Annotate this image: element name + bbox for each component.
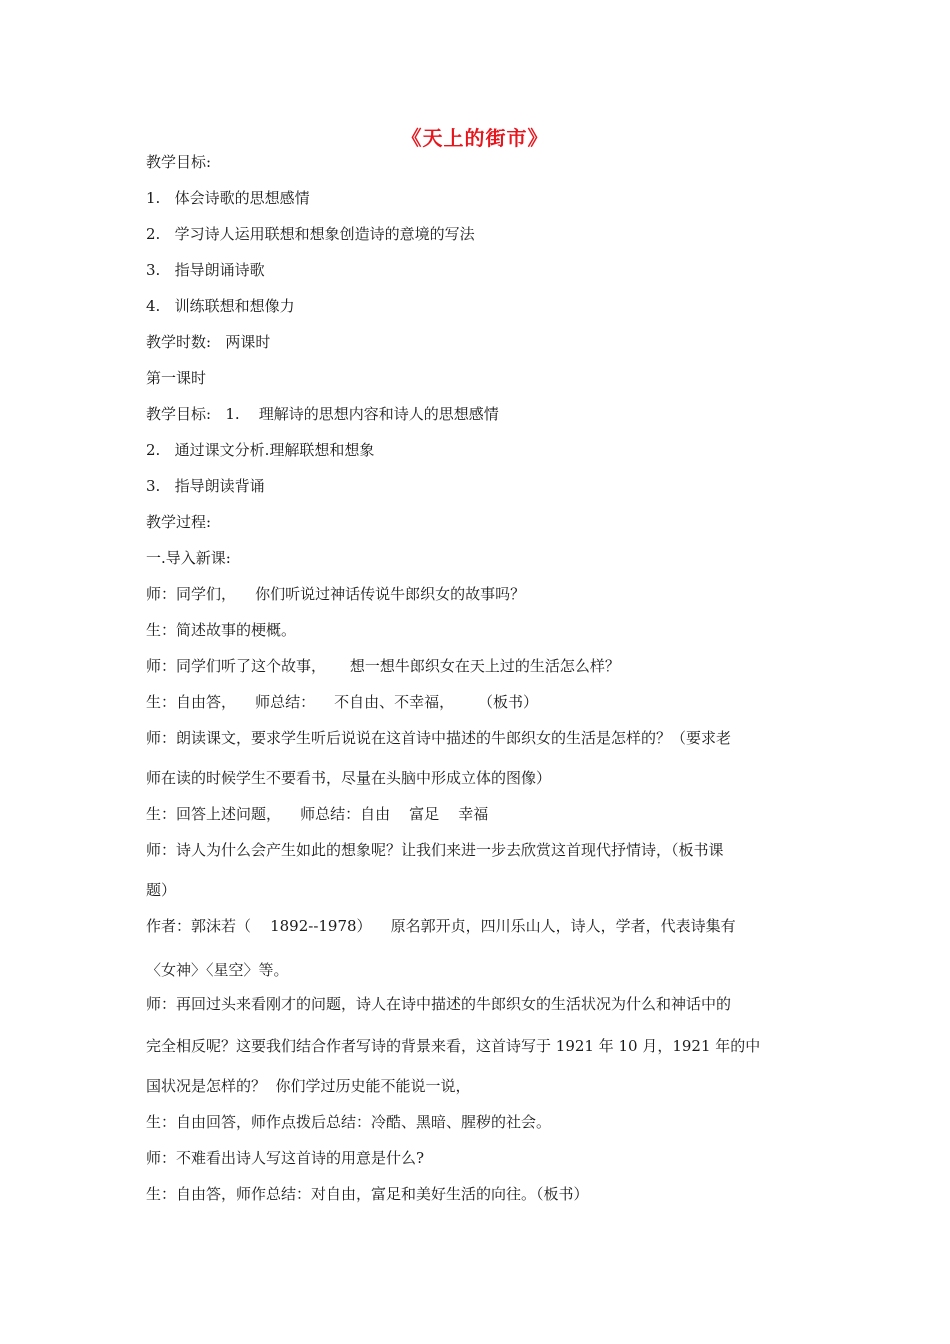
text-line: 师：不难看出诗人写这首诗的用意是什么? xyxy=(146,1149,425,1167)
text-line: 完全相反呢？这要我们结合作者写诗的背景来看，这首诗写于 1921 年 10 月，1921 年的中 xyxy=(146,1037,761,1055)
document-title: 《天上的街市》 xyxy=(401,126,549,150)
text-line: 一.导入新课: xyxy=(146,549,231,567)
text-line: 1. 体会诗歌的思想感情 xyxy=(146,189,310,207)
text-line: 第一课时 xyxy=(146,369,207,387)
text-line: 作者：郭沫若（ 1892--1978） 原名郭开贞，四川乐山人，诗人，学者，代表诗集有 xyxy=(146,917,736,935)
text-line: 生：回答上述问题， 师总结：自由 富足 幸福 xyxy=(146,805,489,823)
text-line: 师：诗人为什么会产生如此的想象呢？让我们来进一步去欣赏这首现代抒情诗，（板书课 xyxy=(146,841,724,859)
text-line: 师：再回过头来看刚才的问题，诗人在诗中描述的牛郎织女的生活状况为什么和神话中的 xyxy=(146,995,732,1013)
text-line: 师在读的时候学生不要看书，尽量在头脑中形成立体的图像） xyxy=(146,769,552,787)
text-line: 教学时数: 两课时 xyxy=(146,333,271,351)
text-line: 师：同学们听了这个故事， 想一想牛郎织女在天上过的生活怎么样？ xyxy=(146,657,620,675)
text-line: 教学目标: 1. 理解诗的思想内容和诗人的思想感情 xyxy=(146,405,499,423)
text-line: 国状况是怎样的？ 你们学过历史能不能说一说， xyxy=(146,1077,471,1095)
text-line: 生：自由回答，师作点拨后总结：冷酷、黑暗、腥秽的社会。 xyxy=(146,1113,552,1131)
text-line: 3. 指导朗读背诵 xyxy=(146,477,265,495)
text-line: 2. 学习诗人运用联想和想象创造诗的意境的写法 xyxy=(146,225,475,243)
text-line: 题） xyxy=(146,881,177,899)
text-line: 3. 指导朗诵诗歌 xyxy=(146,261,265,279)
text-line: 教学目标: xyxy=(146,153,212,171)
text-line: 师：朗读课文，要求学生听后说说在这首诗中描述的牛郎织女的生活是怎样的？（要求老 xyxy=(146,729,732,747)
text-line: 生：自由答， 师总结： 不自由、不幸福， （板书） xyxy=(146,693,538,711)
text-line: 〈女神〉〈星空〉等。 xyxy=(146,961,289,979)
text-line: 生：简述故事的梗概。 xyxy=(146,621,297,639)
text-line: 师：同学们， 你们听说过神话传说牛郎织女的故事吗？ xyxy=(146,585,526,603)
text-line: 4. 训练联想和想像力 xyxy=(146,297,295,315)
text-line: 教学过程: xyxy=(146,513,212,531)
text-line: 2. 通过课文分析.理解联想和想象 xyxy=(146,441,375,459)
text-line: 生：自由答，师作总结：对自由，富足和美好生活的向往。（板书） xyxy=(146,1185,589,1203)
